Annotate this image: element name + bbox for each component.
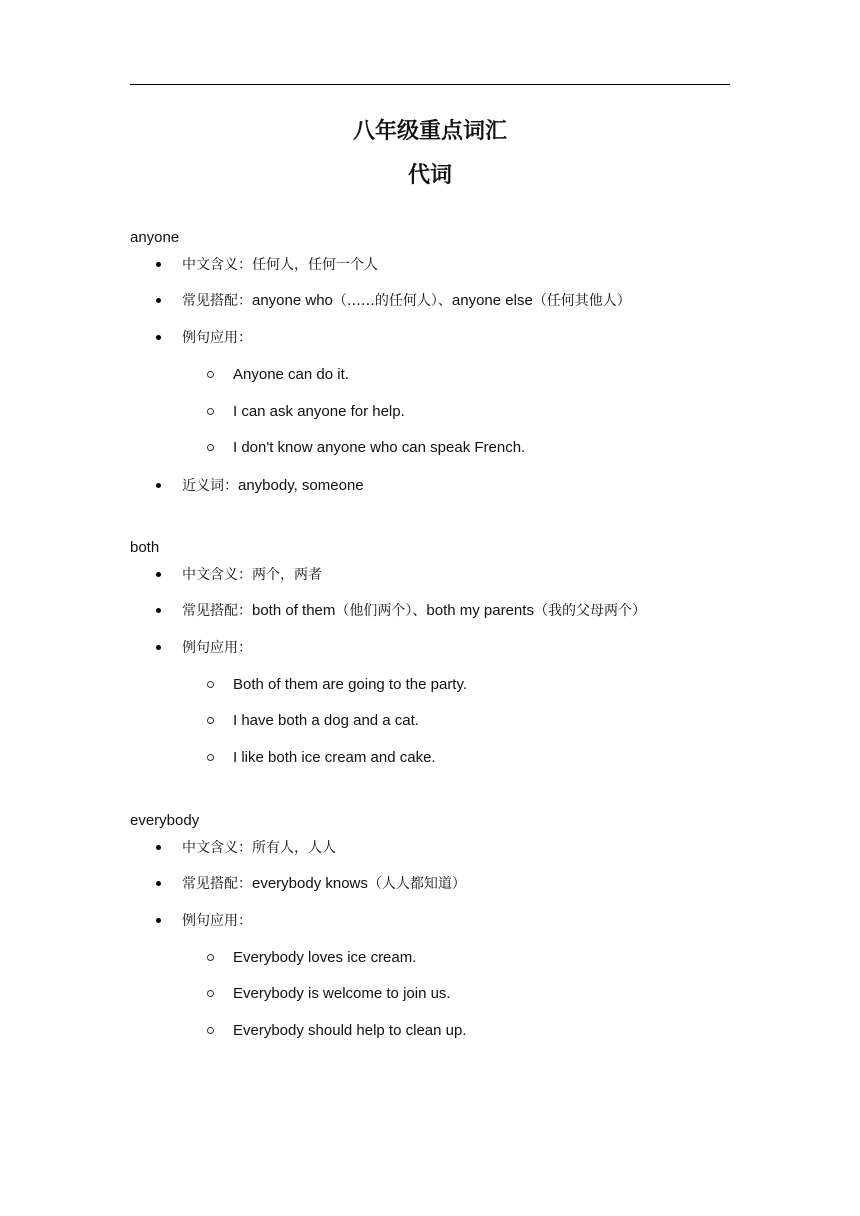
examples-item (156, 910, 252, 930)
synonym-label: 近义词： (182, 478, 238, 494)
collocation-label: 常见搭配： (182, 603, 252, 619)
circle-bullet-icon (207, 681, 214, 688)
collocation-en: anyone else (451, 291, 533, 309)
top-rule (130, 84, 730, 85)
collocation-en: both my parents (426, 601, 534, 619)
circle-bullet-icon (207, 754, 214, 761)
meaning-label: 中文含义： (182, 567, 252, 583)
example-sentence (207, 439, 525, 456)
meaning-item (156, 564, 322, 584)
bullet-dot-icon (156, 572, 161, 577)
example-sentence (207, 1022, 467, 1039)
collocation-en: both of them (252, 601, 336, 619)
example-sentence (207, 949, 416, 966)
example-text: Anyone can do it. (233, 366, 349, 383)
circle-bullet-icon (207, 717, 214, 724)
bullet-dot-icon (156, 262, 161, 267)
example-text: Both of them are going to the party. (233, 676, 468, 693)
meaning-label: 中文含义： (182, 840, 252, 856)
circle-bullet-icon (207, 371, 214, 378)
examples-label: 例句应用： (182, 640, 252, 656)
meaning-text: 任何人，任何一个人 (252, 257, 378, 273)
vocab-word-both: both (130, 539, 160, 556)
bullet-dot-icon (156, 298, 161, 303)
vocab-word-anyone: anyone (130, 229, 180, 246)
collocation-item (156, 600, 646, 620)
synonym-item (156, 475, 364, 495)
collocation-cn: （我的父母两个） (533, 603, 646, 619)
collocation-cn: （人人都知道） (367, 876, 466, 892)
example-sentence (207, 366, 349, 383)
circle-bullet-icon (207, 990, 214, 997)
synonym-text: anybody, someone (238, 476, 364, 494)
collocation-cn: （他们两个）、 (335, 603, 427, 619)
collocation-label: 常见搭配： (182, 876, 252, 892)
example-text: Everybody is welcome to join us. (233, 985, 451, 1002)
examples-item (156, 637, 252, 657)
circle-bullet-icon (207, 954, 214, 961)
circle-bullet-icon (207, 408, 214, 415)
example-text: I don't know anyone who can speak French. (233, 439, 526, 456)
page-title: 八年级重点词汇 (352, 119, 507, 144)
collocation-cn: （……的任何人）、 (332, 293, 452, 309)
collocation-label: 常见搭配： (182, 293, 252, 309)
example-sentence (207, 712, 419, 729)
bullet-dot-icon (156, 645, 161, 650)
example-text: Everybody should help to clean up. (233, 1022, 467, 1039)
meaning-text: 两个，两者 (252, 567, 322, 583)
bullet-dot-icon (156, 881, 161, 886)
example-sentence (207, 749, 436, 766)
meaning-item (156, 837, 336, 857)
circle-bullet-icon (207, 1027, 214, 1034)
collocation-en: anyone who (252, 291, 333, 309)
bullet-dot-icon (156, 845, 161, 850)
examples-item (156, 327, 252, 347)
examples-label: 例句应用： (182, 913, 252, 929)
meaning-text: 所有人，人人 (252, 840, 336, 856)
bullet-dot-icon (156, 483, 161, 488)
circle-bullet-icon (207, 444, 214, 451)
example-text: Everybody loves ice cream. (233, 949, 417, 966)
collocation-item (156, 873, 466, 893)
example-text: I have both a dog and a cat. (233, 712, 419, 729)
example-text: I can ask anyone for help. (233, 403, 405, 420)
example-sentence (207, 403, 405, 420)
example-sentence (207, 676, 467, 693)
collocation-item (156, 290, 631, 310)
collocation-cn: （任何其他人） (532, 293, 631, 309)
examples-label: 例句应用： (182, 330, 252, 346)
collocation-en: everybody knows (252, 874, 368, 892)
bullet-dot-icon (156, 918, 161, 923)
vocab-word-everybody: everybody (130, 812, 200, 829)
example-text: I like both ice cream and cake. (233, 749, 436, 766)
meaning-item (156, 254, 378, 274)
page-subtitle: 代词 (407, 163, 452, 188)
meaning-label: 中文含义： (182, 257, 252, 273)
bullet-dot-icon (156, 335, 161, 340)
bullet-dot-icon (156, 608, 161, 613)
example-sentence (207, 985, 451, 1002)
